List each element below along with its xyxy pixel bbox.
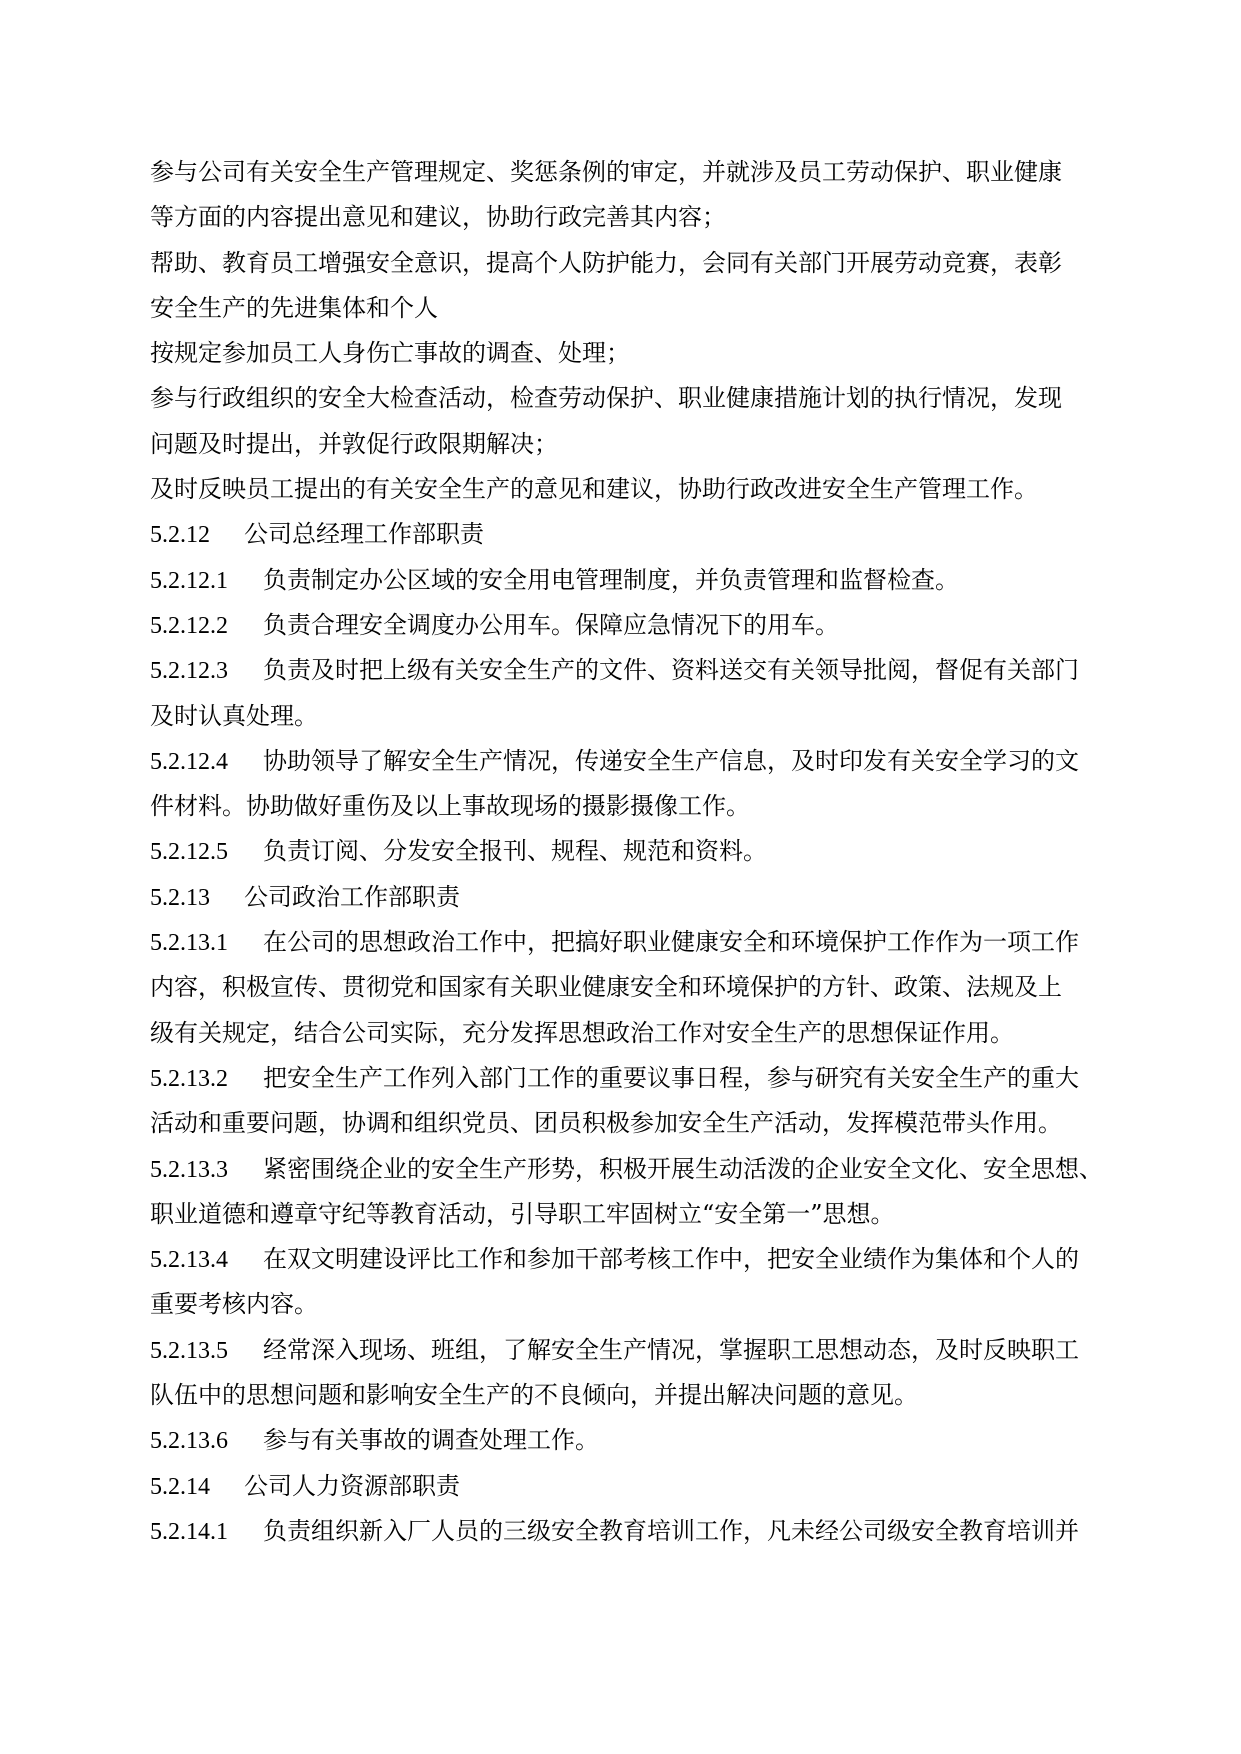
line-text: 按规定参加员工人身伤亡事故的调查、处理；: [150, 339, 630, 368]
section-number: 5.2.13.2: [150, 1065, 228, 1092]
text-line: [150, 1011, 1090, 1056]
line-text: 安全生产的先进集体和个人: [150, 293, 438, 322]
numbered-line: [150, 1418, 1090, 1463]
line-text: 参与有关事故的调查处理工作。: [263, 1426, 599, 1455]
numbered-line: [150, 1056, 1090, 1101]
line-text: 内容，积极宣传、贯彻党和国家有关职业健康安全和环境保护的方针、政策、法规及上: [150, 973, 1062, 1002]
text-line: [150, 376, 1090, 421]
section-number: 5.2.12.1: [150, 567, 228, 594]
section-number: 5.2.13.4: [150, 1247, 228, 1274]
line-text: 参与公司有关安全生产管理规定、奖惩条例的审定，并就涉及员工劳动保护、职业健康: [150, 158, 1062, 186]
numbered-line: [150, 1464, 1090, 1509]
text-line: [150, 1282, 1090, 1327]
line-text: 负责制定办公区域的安全用电管理制度，并负责管理和监督检查。: [263, 565, 959, 594]
text-line: [150, 784, 1090, 829]
line-text: 及时反映员工提出的有关安全生产的意见和建议，协助行政改进安全生产管理工作。: [150, 475, 1038, 504]
line-text: 公司总经理工作部职责: [244, 520, 484, 549]
numbered-line: [150, 1328, 1090, 1373]
numbered-line: [150, 739, 1090, 784]
numbered-line: [150, 829, 1090, 874]
text-line: [150, 1373, 1090, 1418]
numbered-line: [150, 648, 1090, 693]
section-number: 5.2.13.1: [150, 930, 228, 957]
line-text: 负责合理安全调度办公用车。保障应急情况下的用车。: [263, 610, 839, 639]
line-text: 公司人力资源部职责: [244, 1471, 460, 1500]
section-number: 5.2.12: [150, 522, 210, 549]
text-line: [150, 467, 1090, 512]
line-text: 公司政治工作部职责: [244, 882, 460, 911]
section-number: 5.2.13.5: [150, 1337, 228, 1364]
section-number: 5.2.12.3: [150, 658, 228, 685]
line-text: 负责订阅、分发安全报刊、规程、规范和资料。: [263, 837, 767, 866]
section-number: 5.2.13.6: [150, 1428, 228, 1455]
section-number: 5.2.13: [150, 884, 210, 911]
line-text: 参与行政组织的安全大检查活动，检查劳动保护、职业健康措施计划的执行情况，发现: [150, 384, 1062, 413]
section-number: 5.2.14.1: [150, 1518, 228, 1545]
numbered-line: [150, 1509, 1090, 1554]
line-text: 职业道德和遵章守纪等教育活动，引导职工牢固树立“安全第一”思想。: [150, 1199, 895, 1228]
text-line: [150, 965, 1090, 1010]
section-number: 5.2.12.4: [150, 748, 228, 775]
section-number: 5.2.13.3: [150, 1156, 228, 1183]
text-line: [150, 422, 1090, 467]
text-line: [150, 694, 1090, 739]
line-text: 协助领导了解安全生产情况，传递安全生产信息，及时印发有关安全学习的文: [263, 746, 1079, 775]
line-text: 经常深入现场、班组，了解安全生产情况，掌握职工思想动态，及时反映职工: [263, 1335, 1079, 1364]
text-line: [150, 150, 1090, 195]
text-line: [150, 1192, 1090, 1237]
line-text: 负责组织新入厂人员的三级安全教育培训工作，凡未经公司级安全教育培训并: [263, 1516, 1079, 1545]
line-text: 在公司的思想政治工作中，把搞好职业健康安全和环境保护工作作为一项工作: [263, 928, 1079, 957]
numbered-line: [150, 512, 1090, 557]
text-line: [150, 1101, 1090, 1146]
numbered-line: [150, 603, 1090, 648]
line-text: 帮助、教育员工增强安全意识，提高个人防护能力，会同有关部门开展劳动竞赛，表彰: [150, 248, 1062, 277]
section-number: 5.2.12.5: [150, 839, 228, 866]
line-text: 在双文明建设评比工作和参加干部考核工作中，把安全业绩作为集体和个人的: [263, 1245, 1079, 1274]
numbered-line: [150, 920, 1090, 965]
line-text: 紧密围绕企业的安全生产形势，积极开展生动活泼的企业安全文化、安全思想、: [263, 1154, 1103, 1183]
text-line: [150, 195, 1090, 240]
line-text: 等方面的内容提出意见和建议，协助行政完善其内容；: [150, 203, 726, 232]
text-line: [150, 331, 1090, 376]
text-line: [150, 286, 1090, 331]
line-text: 及时认真处理。: [150, 701, 318, 730]
line-text: 重要考核内容。: [150, 1290, 318, 1319]
section-number: 5.2.12.2: [150, 612, 228, 639]
line-text: 级有关规定，结合公司实际，充分发挥思想政治工作对安全生产的思想保证作用。: [150, 1018, 1014, 1047]
text-line: [150, 241, 1090, 286]
line-text: 问题及时提出，并敦促行政限期解决；: [150, 429, 558, 458]
line-text: 活动和重要问题，协调和组织党员、团员积极参加安全生产活动，发挥模范带头作用。: [150, 1109, 1062, 1138]
line-text: 件材料。协助做好重伤及以上事故现场的摄影摄像工作。: [150, 792, 750, 821]
section-number: 5.2.14: [150, 1473, 210, 1500]
line-text: 负责及时把上级有关安全生产的文件、资料送交有关领导批阅，督促有关部门: [263, 656, 1079, 685]
numbered-line: [150, 1147, 1103, 1192]
line-text: 队伍中的思想问题和影响安全生产的不良倾向，并提出解决问题的意见。: [150, 1381, 918, 1410]
numbered-line: [150, 875, 1090, 920]
numbered-line: [150, 1237, 1090, 1282]
numbered-line: [150, 558, 1090, 603]
document-page: [150, 150, 1103, 1554]
line-text: 把安全生产工作列入部门工作的重要议事日程，参与研究有关安全生产的重大: [263, 1063, 1079, 1092]
